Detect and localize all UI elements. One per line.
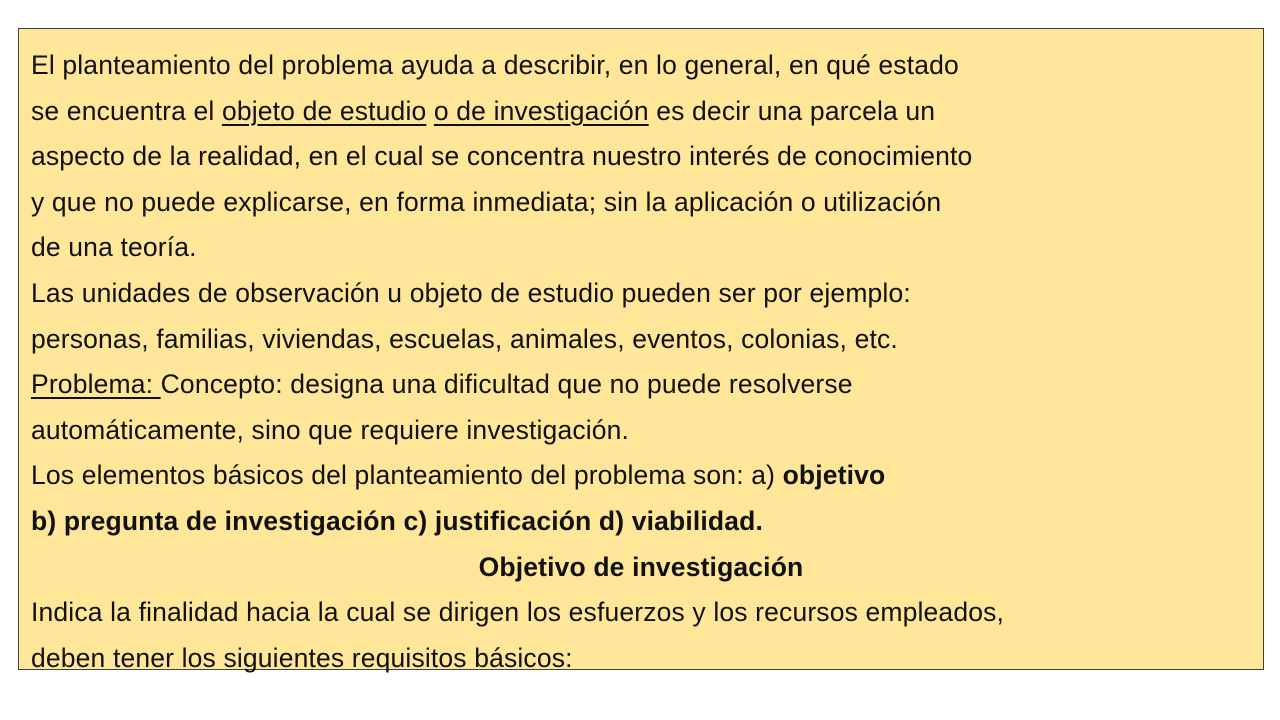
paragraph-5-line-1 xyxy=(31,590,1263,636)
paragraph-1-line-2 xyxy=(31,89,1263,135)
paragraph-4-line-2 xyxy=(31,499,1263,545)
paragraph-2-line-1 xyxy=(31,271,1263,317)
text-span: El planteamiento del problema ayuda a describir, en lo general, en qué estado xyxy=(31,50,959,80)
problema-label: Problema: xyxy=(31,369,161,400)
paragraph-3-line-1 xyxy=(31,362,1263,408)
text-span: automáticamente, sino que requiere investigación. xyxy=(31,414,630,445)
bold-objetivo: objetivo xyxy=(782,460,886,491)
text-span: b) pregunta de investigación c) justificación d) viabilidad. xyxy=(31,505,763,536)
text-span: aspecto de la realidad, en el cual se concentra nuestro interés de conocimiento xyxy=(31,141,973,172)
paragraph-5-line-2 xyxy=(31,636,1263,682)
text-span: Concepto: designa una dificultad que no puede resolverse xyxy=(160,369,853,400)
text-span: Las unidades de observación u objeto de estudio pueden ser por ejemplo: xyxy=(31,277,911,308)
paragraph-3-line-2 xyxy=(31,408,1263,454)
paragraph-4-line-1 xyxy=(31,453,1263,499)
section-heading xyxy=(31,545,1263,591)
text-span xyxy=(426,96,434,126)
text-span: personas, familias, viviendas, escuelas, animales, eventos, colonias, etc. xyxy=(31,323,898,354)
text-span: es decir una parcela un xyxy=(648,95,936,126)
paragraph-1-line-4 xyxy=(31,180,1263,226)
text-span: y que no puede explicarse, en forma inmediata; sin la aplicación o utilización xyxy=(31,186,942,217)
underlined-objeto-de-estudio: objeto de estudio xyxy=(221,95,427,126)
heading-text: Objetivo de investigación xyxy=(478,551,804,582)
text-span: se encuentra el xyxy=(31,95,222,126)
content-textbox xyxy=(18,28,1264,673)
text-span: Los elementos básicos del planteamiento del problema son: a) xyxy=(31,460,783,491)
underlined-o-de-investigacion: o de investigación xyxy=(433,95,649,126)
text-span: Indica la finalidad hacia la cual se dirigen los esfuerzos y los recursos empleados, xyxy=(31,597,1005,628)
text-span: de una teoría. xyxy=(31,232,197,263)
text-span: deben tener los siguientes requisitos básicos: xyxy=(31,642,573,673)
paragraph-1-line-5 xyxy=(31,225,1263,271)
paragraph-1-line-3 xyxy=(31,134,1263,180)
paragraph-1-line-1 xyxy=(31,43,1263,89)
paragraph-2-line-2 xyxy=(31,317,1263,363)
